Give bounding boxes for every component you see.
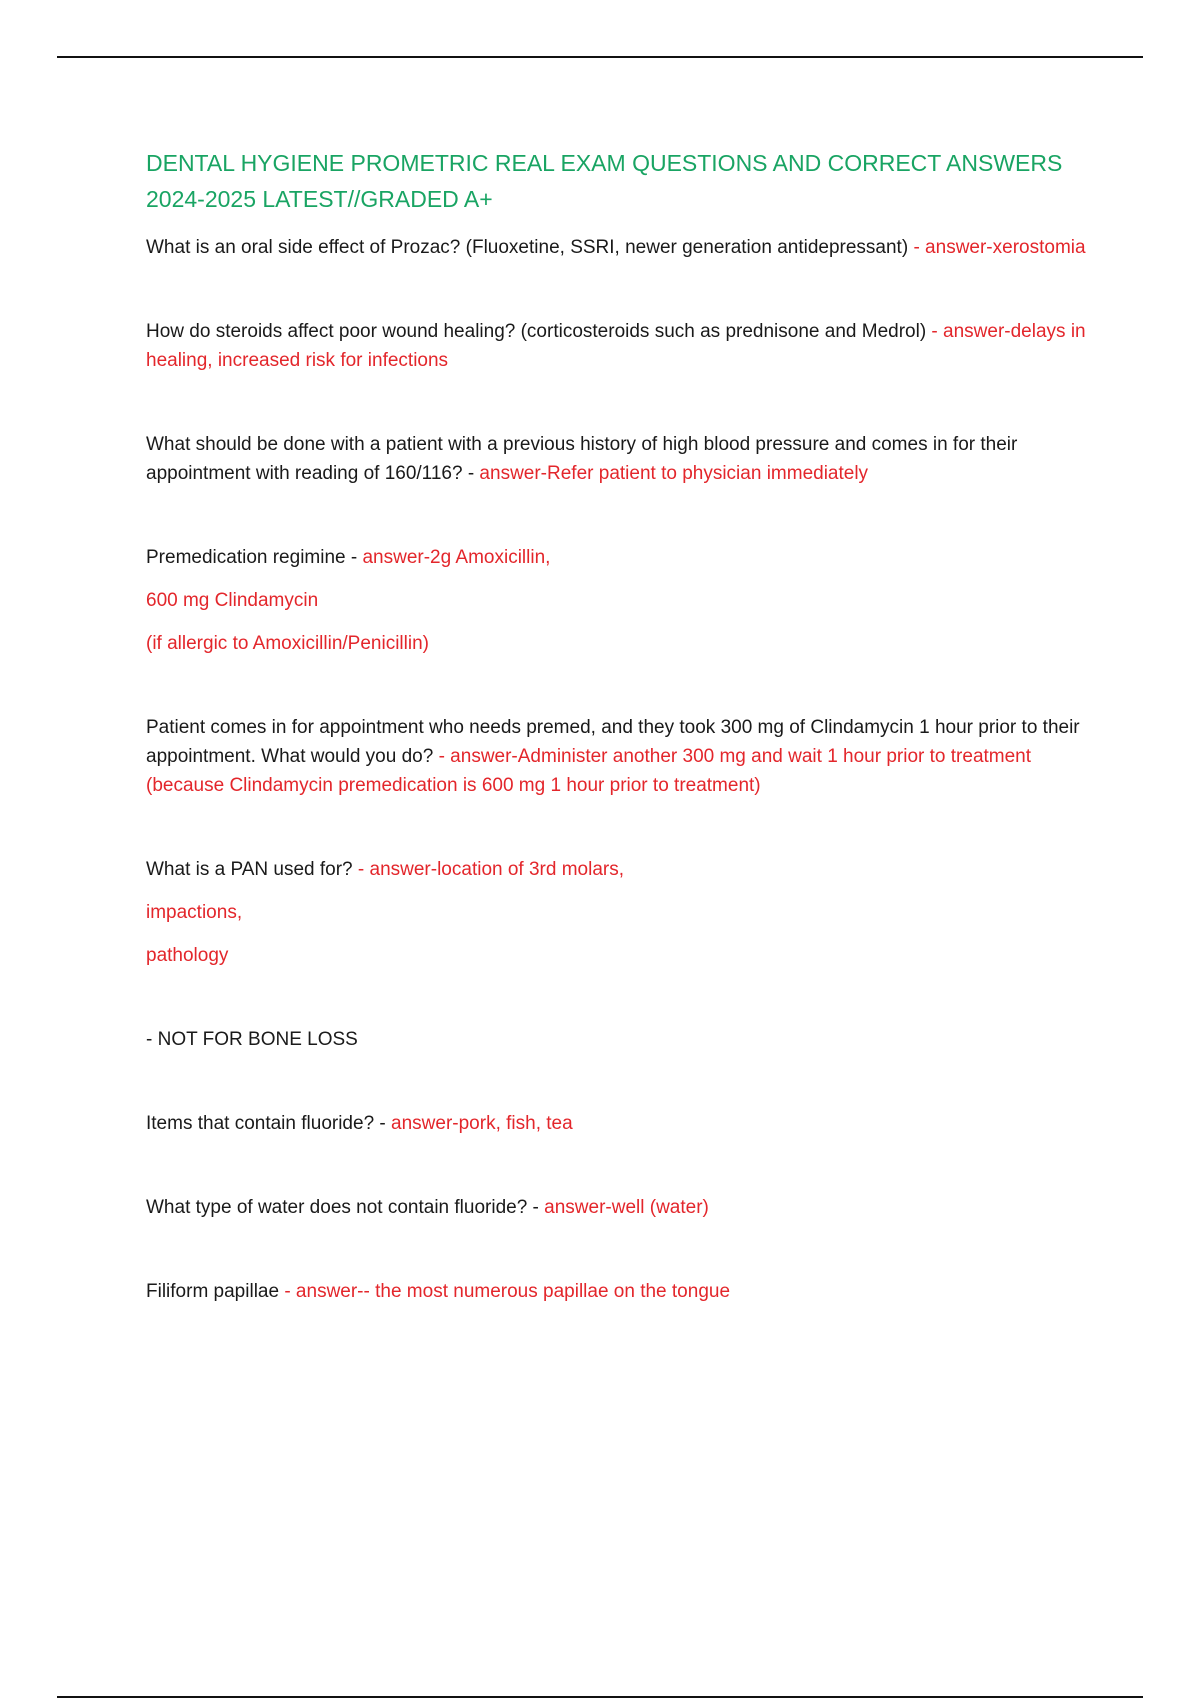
question-text: What type of water does not contain fluoride? - xyxy=(146,1197,539,1218)
qa-item-6 xyxy=(146,855,1096,884)
qa-item-5 xyxy=(146,713,1096,800)
document-title: DENTAL HYGIENE PROMETRIC REAL EXAM QUESTIONS AND CORRECT ANSWERS 2024-2025 LATEST//GRADED A+ xyxy=(146,150,1063,212)
answer-text: - answer-- the most numerous papillae on the tongue xyxy=(279,1281,731,1302)
answer-text: - answer-location of 3rd molars, xyxy=(352,859,625,880)
question-text: How do steroids affect poor wound healing? (corticosteroids such as prednisone and Medrol) xyxy=(146,321,927,342)
question-text: Items that contain fluoride? - xyxy=(146,1113,386,1134)
answer-text: - answer-Administer another 300 mg and wait 1 hour prior to treatment (because Clindamycin premedication is 600 mg 1 hour prior to treatment) xyxy=(146,746,1032,796)
question-text: What should be done with a patient with a previous history of high blood pressure and comes in for their appointment with reading of 160/116? - xyxy=(146,434,1018,484)
question-text: Filiform papillae xyxy=(146,1281,280,1302)
answer-text: - answer-delays in healing, increased risk for infections xyxy=(146,321,1086,371)
question-text: What is an oral side effect of Prozac? (Fluoxetine, SSRI, newer generation antidepressant) xyxy=(146,237,909,258)
answer-text: answer-Refer patient to physician immediately xyxy=(474,463,869,484)
answer-line: (if allergic to Amoxicillin/Penicillin) xyxy=(146,633,429,654)
answer-text: answer-well (water) xyxy=(538,1197,709,1218)
question-text: What is a PAN used for? xyxy=(146,859,353,880)
qa-item-3 xyxy=(146,430,1096,488)
qa-item-4 xyxy=(146,543,1096,572)
qa-item-2 xyxy=(146,317,1096,375)
qa-item-7 xyxy=(146,1109,1096,1138)
bottom-rule xyxy=(57,1696,1143,1698)
note-text: - NOT FOR BONE LOSS xyxy=(146,1029,358,1050)
answer-line: impactions, xyxy=(146,902,243,923)
qa-item-9 xyxy=(146,1277,1096,1306)
answer-text: answer-pork, fish, tea xyxy=(385,1113,573,1134)
qa-item-8 xyxy=(146,1193,1096,1222)
answer-line: 600 mg Clindamycin xyxy=(146,590,319,611)
qa-item-1 xyxy=(146,233,1096,262)
document-page xyxy=(146,145,1096,1306)
answer-line: pathology xyxy=(146,945,229,966)
question-text: Patient comes in for appointment who needs premed, and they took 300 mg of Clindamycin 1 hour prior to their appointment. What would you do? xyxy=(146,717,1080,767)
top-rule xyxy=(57,56,1143,58)
answer-text: - answer-xerostomia xyxy=(908,237,1086,258)
question-text: Premedication regimine - xyxy=(146,547,358,568)
answer-text: answer-2g Amoxicillin, xyxy=(357,547,551,568)
